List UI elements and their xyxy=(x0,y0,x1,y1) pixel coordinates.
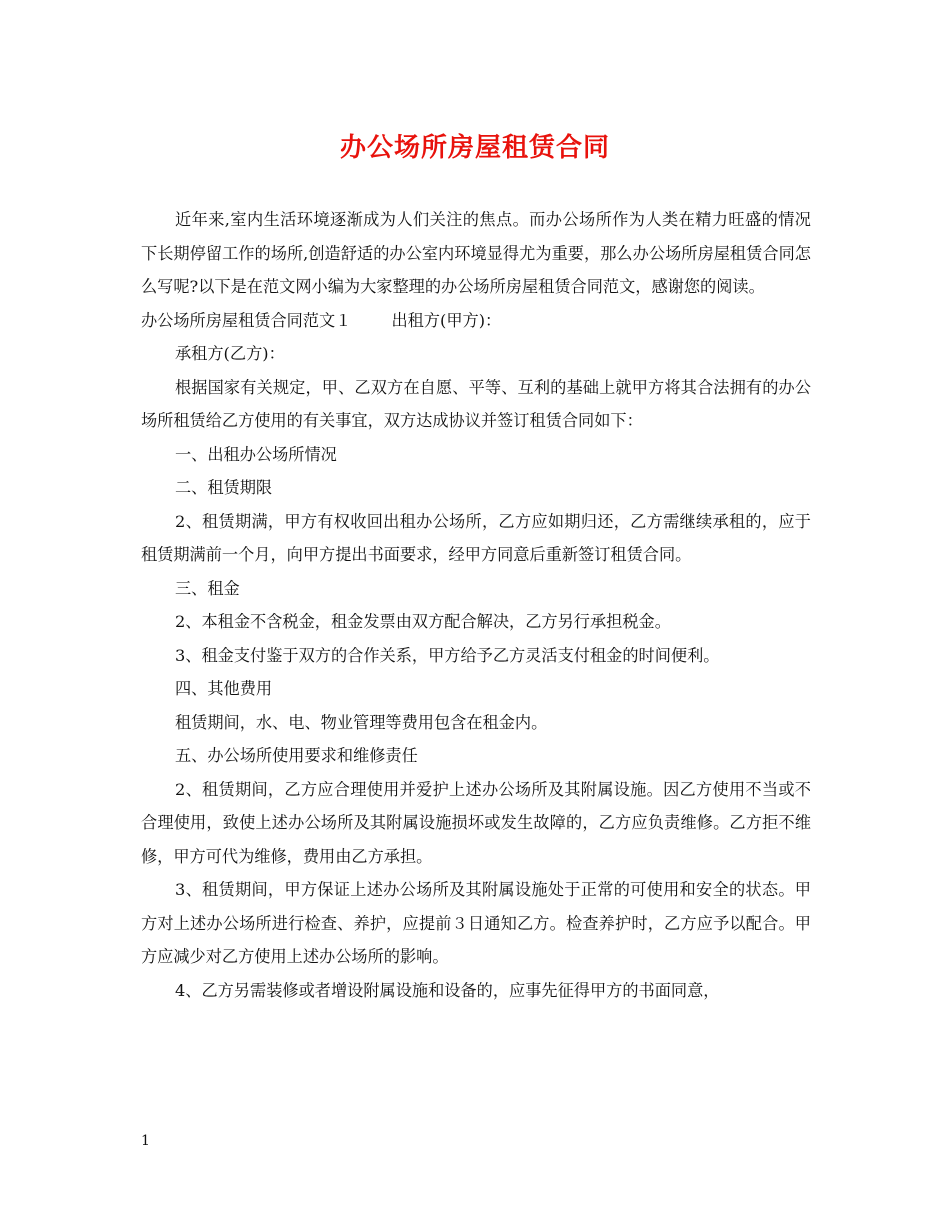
page-number: 1 xyxy=(141,1133,150,1149)
section-heading-1: 一、出租办公场所情况 xyxy=(175,444,337,464)
lessee-label: 承租方(乙方)： xyxy=(175,344,285,363)
section-5-item-3: 3、租赁期间，甲方保证上述办公场所及其附属设施处于正常的可使用和安全的状态。甲方对上述办公场所进行检查、养护，应提前３日通知乙方。检查养护时，乙方应予以配合。甲方应减少对乙方使用上述办公场所的影响。 xyxy=(141,880,811,966)
section-heading-5: 五、办公场所使用要求和维修责任 xyxy=(175,746,418,765)
section-5-item-2: 2、租赁期间，乙方应合理使用并爱护上述办公场所及其附属设施。因乙方使用不当或不合理使用，致使上述办公场所及其附属设施损坏或发生故障的，乙方应负责维修。乙方拒不维修，甲方可代为维修，费用由乙方承担。 xyxy=(141,779,811,866)
section-3-item-3: 3、租金支付鉴于双方的合作关系，甲方给予乙方灵活支付租金的时间便利。 xyxy=(175,645,720,665)
intro-paragraph: 近年来,室内生活环境逐渐成为人们关注的焦点。而办公场所作为人类在精力旺盛的情况下长期停留工作的场所,创造舒适的办公室内环境显得尤为重要，那么办公场所房屋租赁合同怎么写呢?以下是在范文网小编为大家整理的办公场所房屋租赁合同范文，感谢您的阅读。 xyxy=(141,210,811,296)
section-heading-2: 二、租赁期限 xyxy=(175,478,273,497)
document-body xyxy=(141,203,811,1007)
section-3-item-2: 2、本租金不含税金，租金发票由双方配合解决，乙方另行承担税金。 xyxy=(175,612,671,631)
section-4-text: 租赁期间，水、电、物业管理等费用包含在租金内。 xyxy=(175,712,548,732)
section-heading-4: 四、其他费用 xyxy=(175,679,273,698)
page-title: 办公场所房屋租赁合同 xyxy=(339,133,610,163)
preamble-paragraph: 根据国家有关规定，甲、乙双方在自愿、平等、互利的基础上就甲方将其合法拥有的办公场所租赁给乙方使用的有关事宜，双方达成协议并签订租赁合同如下： xyxy=(141,377,811,430)
sample-heading: 办公场所房屋租赁合同范文１ xyxy=(141,310,352,330)
section-5-item-4: 4、乙方另需装修或者增设附属设施和设备的，应事先征得甲方的书面同意， xyxy=(175,980,720,1000)
sample-heading-line xyxy=(141,304,811,338)
section-heading-3: 三、租金 xyxy=(175,578,240,598)
section-2-item-2: 2、租赁期满，甲方有权收回出租办公场所，乙方应如期归还，乙方需继续承租的，应于租赁期满前一个月，向甲方提出书面要求，经甲方同意后重新签订租赁合同。 xyxy=(141,511,811,564)
lessor-label: 出租方(甲方)： xyxy=(391,310,502,330)
